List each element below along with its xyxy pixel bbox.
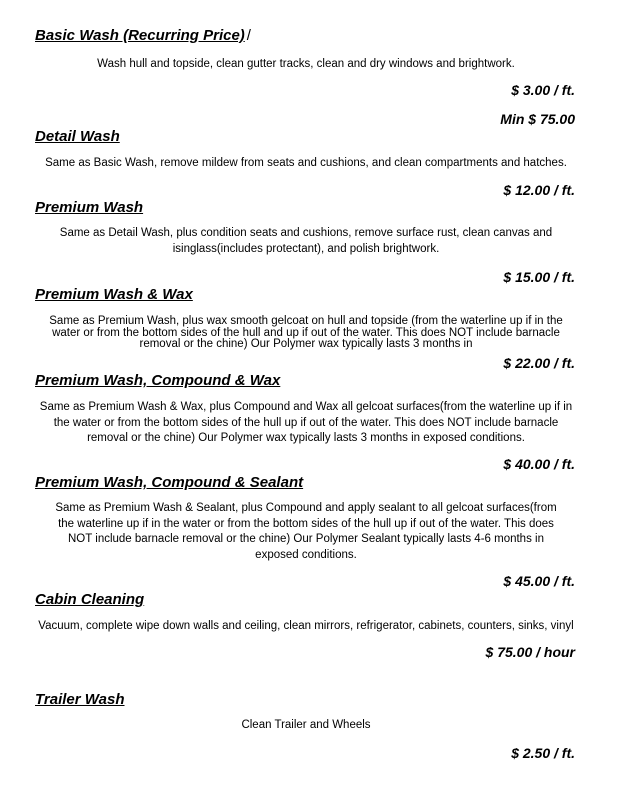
service-description-premium-wash-wax: Same as Premium Wash, plus wax smooth gelcoat on hull and topside (from the waterline up if in the water or from the bottom sides of the hull and up if out of the water. This does NOT include barnacle removal or the chine) Our Polymer wax typically lasts 3 months in (49, 315, 563, 350)
service-title-trailer-wash: Trailer Wash (35, 691, 125, 708)
service-price-cabin-cleaning: $ 75.00 / hour (485, 644, 575, 660)
service-title-premium-wash-compound-wax: Premium Wash, Compound & Wax (35, 372, 281, 389)
service-description-premium-wash-compound-wax: Same as Premium Wash & Wax, plus Compound and Wax all gelcoat surfaces(from the waterline up if in the water or from the bottom sides of the hull up if out of the water. This does NOT include barnacle removal or the chine) Our Polymer wax typically lasts 3 months in exposed conditions. (39, 401, 573, 444)
service-description-basic-wash: Wash hull and topside, clean gutter tracks, clean and dry windows and brightwork. (97, 58, 515, 70)
service-title-cabin-cleaning: Cabin Cleaning (35, 591, 145, 608)
service-description-premium-wash: Same as Detail Wash, plus condition seats and cushions, remove surface rust, clean canvas and isinglass(includes protectant), and polish brightwork. (59, 227, 553, 255)
service-price-premium-wash-wax: $ 22.00 / ft. (503, 355, 575, 371)
service-title-basic-wash (35, 27, 251, 44)
service-title-premium-wash: Premium Wash (35, 199, 144, 216)
service-title-premium-wash-compound-sealant: Premium Wash, Compound & Sealant (35, 474, 304, 491)
service-title-premium-wash-wax: Premium Wash & Wax (35, 286, 193, 303)
service-price-trailer-wash: $ 2.50 / ft. (511, 745, 575, 761)
service-description-cabin-cleaning: Vacuum, complete wipe down walls and ceiling, clean mirrors, refrigerator, cabinets, counters, sinks, vinyl (38, 620, 574, 632)
service-description-detail-wash: Same as Basic Wash, remove mildew from seats and cushions, and clean compartments and hatches. (45, 157, 567, 169)
service-min-price-basic-wash: Min $ 75.00 (500, 111, 575, 127)
service-description-premium-wash-compound-sealant: Same as Premium Wash & Sealant, plus Compound and apply sealant to all gelcoat surfaces(from the waterline up if in the water or from the bottom sides of the hull up if out of the water. This does NOT include barnacle removal or the chine) Our Polymer Sealant typically lasts 4-6 months in exposed conditions. (55, 502, 557, 561)
service-price-detail-wash: $ 12.00 / ft. (503, 182, 575, 198)
service-title-detail-wash: Detail Wash (35, 128, 120, 145)
text-cursor-icon: / (246, 27, 251, 44)
service-price-premium-wash-compound-sealant: $ 45.00 / ft. (503, 573, 575, 589)
service-title-basic-wash-text: Basic Wash (Recurring Price) (35, 27, 245, 44)
service-price-premium-wash-compound-wax: $ 40.00 / ft. (503, 456, 575, 472)
service-description-trailer-wash: Clean Trailer and Wheels (241, 719, 371, 731)
service-price-basic-wash: $ 3.00 / ft. (511, 82, 575, 98)
service-price-premium-wash: $ 15.00 / ft. (503, 269, 575, 285)
